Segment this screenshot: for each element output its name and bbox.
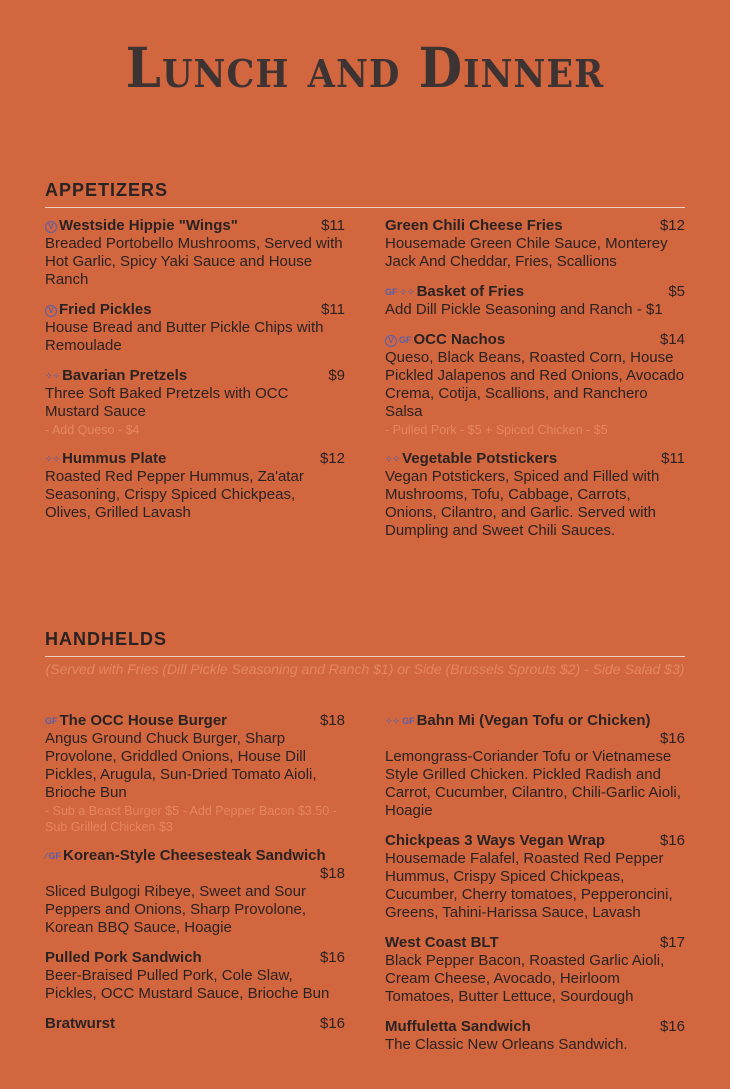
item-description: House Bread and Butter Pickle Chips with Remoulade xyxy=(45,319,324,354)
item-price: $16 xyxy=(659,832,685,849)
item-price: $17 xyxy=(659,934,685,951)
item-description: Black Pepper Bacon, Roasted Garlic Aioli, Cream Cheese, Avocado, Heirloom Tomatoes, Butter Lettuce, Sourdough xyxy=(385,952,665,1005)
item-price: $16 xyxy=(319,1015,345,1032)
item-addon: - Sub a Beast Burger $5 - Add Pepper Bacon $3.50 - Sub Grilled Chicken $3 xyxy=(45,804,337,834)
item-name: ⁘⁘ Hummus Plate xyxy=(45,450,167,467)
pepper-icon: ∕ xyxy=(45,851,47,861)
wheat-icon: ⁘⁘ xyxy=(45,371,61,381)
item-price: $18 xyxy=(319,865,345,882)
handhelds-note: (Served with Fries (Dill Pickle Seasoning and Ranch $1) or Side (Brussels Sprouts $2) - Side Salad $3) xyxy=(45,661,685,677)
menu-item xyxy=(45,301,345,355)
item-price: $12 xyxy=(319,450,345,467)
item-price: $11 xyxy=(321,217,345,234)
gluten-free-icon: GF xyxy=(385,287,398,297)
appetizers-right-column xyxy=(385,217,685,552)
item-price: $5 xyxy=(668,283,685,300)
menu-item xyxy=(385,331,685,438)
menu-item xyxy=(385,832,685,922)
item-addon: - Add Queso - $4 xyxy=(45,423,140,437)
item-price: $12 xyxy=(659,217,685,234)
item-price: $9 xyxy=(328,367,345,384)
menu-item xyxy=(385,712,685,820)
item-addon: - Pulled Pork - $5 + Spiced Chicken - $5 xyxy=(385,423,608,437)
item-description: The Classic New Orleans Sandwich. xyxy=(385,1036,628,1053)
item-price: $16 xyxy=(659,730,685,747)
menu-item xyxy=(45,712,345,835)
item-name: ⁘⁘ GF Bahn Mi (Vegan Tofu or Chicken) xyxy=(385,712,651,729)
item-name: GF ⁘⁘ Basket of Fries xyxy=(385,283,525,300)
item-name: V Fried Pickles xyxy=(45,301,152,319)
item-price: $14 xyxy=(659,331,685,348)
handhelds-heading: HANDHELDS xyxy=(45,629,685,657)
item-description: Queso, Black Beans, Roasted Corn, House Pickled Jalapenos and Red Onions, Avocado Crema, Cotija, Scallions, and Ranchero Salsa xyxy=(385,349,685,420)
item-description: Add Dill Pickle Seasoning and Ranch - $1 xyxy=(385,301,663,318)
wheat-icon: ⁘⁘ xyxy=(399,287,415,297)
handhelds-right-column xyxy=(385,712,685,1066)
item-name: GF The OCC House Burger xyxy=(45,712,228,729)
gluten-free-icon: GF xyxy=(45,716,58,726)
item-name: ∕ GF Korean-Style Cheesesteak Sandwich xyxy=(45,847,326,864)
item-description: Roasted Red Pepper Hummus, Za'atar Seasoning, Crispy Spiced Chickpeas, Olives, Grilled Lavash xyxy=(45,468,304,521)
menu-item xyxy=(385,217,685,271)
item-name: V Westside Hippie "Wings" xyxy=(45,217,238,235)
menu-item xyxy=(45,949,345,1003)
vegetarian-icon: V xyxy=(385,335,397,347)
menu-item xyxy=(45,1015,345,1033)
item-name: ⁘⁘ Vegetable Potstickers xyxy=(385,450,558,467)
menu-item xyxy=(385,283,685,319)
item-name: West Coast BLT xyxy=(385,934,499,951)
handhelds-left-column xyxy=(45,712,345,1045)
menu-item xyxy=(45,367,345,438)
gluten-free-icon: GF xyxy=(48,851,62,861)
item-name: Green Chili Cheese Fries xyxy=(385,217,563,234)
item-name: Pulled Pork Sandwich xyxy=(45,949,202,966)
item-description: Lemongrass-Coriander Tofu or Vietnamese Style Grilled Chicken. Pickled Radish and Carrot, Cucumber, Cilantro, Chili-Garlic Aioli, Hoagie xyxy=(385,748,681,819)
item-name: ⁘⁘ Bavarian Pretzels xyxy=(45,367,188,384)
item-name: Chickpeas 3 Ways Vegan Wrap xyxy=(385,832,606,849)
appetizers-heading: APPETIZERS xyxy=(45,180,685,208)
item-description: Angus Ground Chuck Burger, Sharp Provolone, Griddled Onions, House Dill Pickles, Arugula, Sun-Dried Tomato Aioli, Brioche Bun xyxy=(45,730,317,801)
item-description: Beer-Braised Pulled Pork, Cole Slaw, Pickles, OCC Mustard Sauce, Brioche Bun xyxy=(45,967,330,1002)
wheat-icon: ⁘⁘ xyxy=(385,454,401,464)
item-description: Sliced Bulgogi Ribeye, Sweet and Sour Peppers and Onions, Sharp Provolone, Korean BBQ Sauce, Hoagie xyxy=(45,883,306,936)
gluten-free-icon: GF xyxy=(402,716,415,726)
wheat-icon: ⁘⁘ xyxy=(385,716,401,726)
gluten-free-icon: GF xyxy=(399,335,412,345)
menu-item xyxy=(385,934,685,1006)
item-name: V GF OCC Nachos xyxy=(385,331,505,349)
menu-item xyxy=(385,1018,685,1054)
item-description: Breaded Portobello Mushrooms, Served with Hot Garlic, Spicy Yaki Sauce and House Ranch xyxy=(45,235,343,288)
item-price: $11 xyxy=(321,301,345,318)
menu-item xyxy=(45,450,345,522)
menu-item xyxy=(385,450,685,540)
item-description: Housemade Green Chile Sauce, Monterey Jack And Cheddar, Fries, Scallions xyxy=(385,235,668,270)
menu-item xyxy=(45,217,345,289)
vegetarian-icon: V xyxy=(45,305,57,317)
item-description: Three Soft Baked Pretzels with OCC Mustard Sauce xyxy=(45,385,289,420)
item-description: Vegan Potstickers, Spiced and Filled with Mushrooms, Tofu, Cabbage, Carrots, Onions, Cilantro, and Garlic. Served with Dumpling and Sweet Chili Sauces. xyxy=(385,468,660,539)
menu-item xyxy=(45,847,345,937)
item-name: Bratwurst xyxy=(45,1015,116,1032)
vegetarian-icon: V xyxy=(45,221,57,233)
appetizers-left-column xyxy=(45,217,345,534)
page-title: Lunch and Dinner xyxy=(125,35,605,100)
wheat-icon: ⁘⁘ xyxy=(45,454,61,464)
item-price: $18 xyxy=(319,712,345,729)
item-name: Muffuletta Sandwich xyxy=(385,1018,531,1035)
item-price: $16 xyxy=(319,949,345,966)
item-price: $16 xyxy=(659,1018,685,1035)
item-description: Housemade Falafel, Roasted Red Pepper Hummus, Crispy Spiced Chickpeas, Cucumber, Cherry tomatoes, Pepperoncini, Greens, Tahini-Harissa Sauce, Lavash xyxy=(385,850,673,921)
item-price: $11 xyxy=(661,450,685,467)
